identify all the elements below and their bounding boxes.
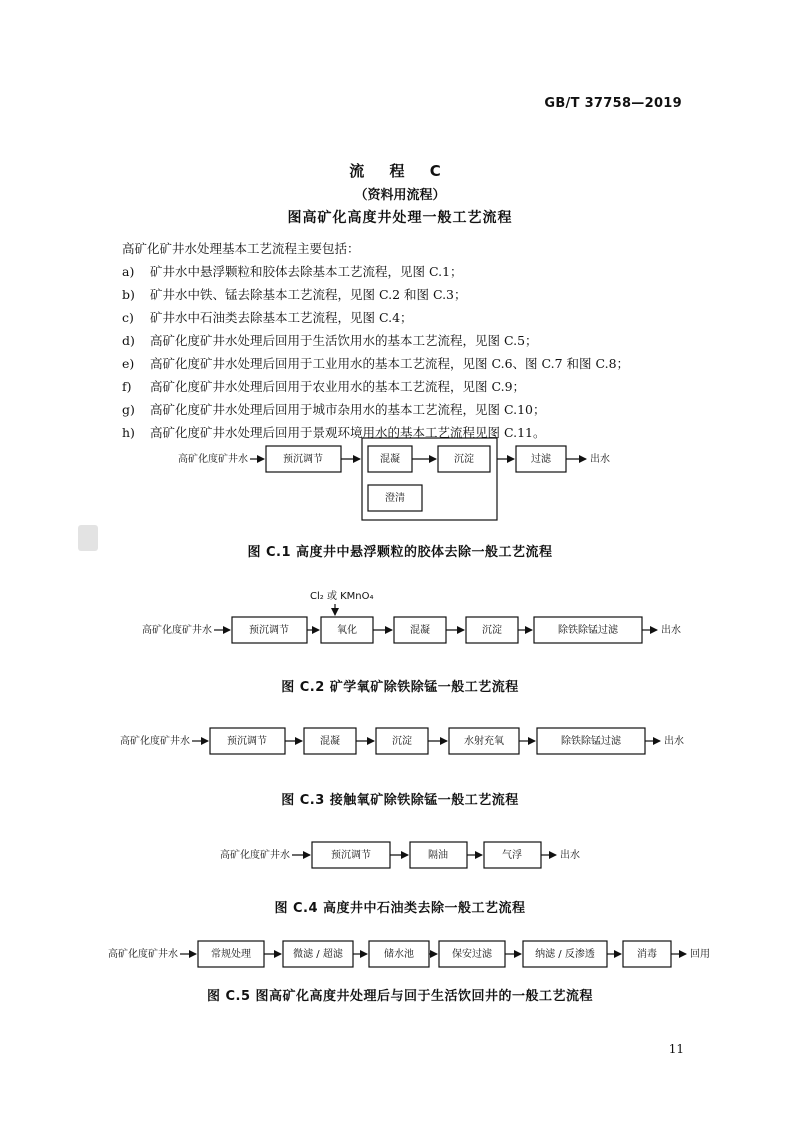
appendix-subtitle: （资料用流程） (354, 188, 446, 203)
list-label: h) (122, 425, 135, 440)
fig1-caption: 图 C.1 高度井中悬浮颗粒的胶体去除一般工艺流程 (247, 545, 553, 560)
fig1-step-filtration: 过滤 (531, 454, 551, 465)
fig3-step-presettle: 预沉调节 (227, 736, 267, 747)
fig5-input: 高矿化度矿井水 (108, 949, 178, 960)
list-text: 矿井水中悬浮颗粒和胶体去除基本工艺流程，见图 C.1； (150, 264, 463, 279)
fig1-step-clarification: 澄清 (385, 493, 405, 504)
fig5-caption: 图 C.5 图高矿化高度井处理后与回于生活饮回井的一般工艺流程 (206, 989, 594, 1004)
fig4-step-presettle: 预沉调节 (331, 850, 371, 861)
fig4-step-oil-separation: 隔油 (428, 850, 448, 861)
fig2-input: 高矿化度矿井水 (142, 625, 212, 636)
fig5-output: 回用 (690, 949, 710, 960)
appendix-heading: 图高矿化高度井处理一般工艺流程 (287, 210, 513, 226)
fig2-step-oxidation: 氧化 (337, 625, 357, 636)
fig5-step-storage-tank: 储水池 (384, 949, 414, 960)
list-text: 高矿化度矿井水处理后回用于景观环境用水的基本工艺流程见图 C.11。 (150, 425, 546, 440)
fig5-step-nf-ro: 纳滤 / 反渗透 (535, 949, 595, 960)
fig3-step-fe-mn-filter: 除铁除锰过滤 (561, 736, 621, 747)
fig2-output: 出水 (661, 625, 681, 636)
list-label: c) (122, 310, 134, 325)
standard-code: GB/T 37758—2019 (544, 96, 682, 111)
list-label: a) (122, 264, 135, 279)
list-label: b) (122, 287, 135, 302)
list-label: e) (122, 356, 135, 371)
fig4-step-flotation: 气浮 (502, 850, 522, 861)
fig3-step-sedimentation: 沉淀 (392, 736, 412, 747)
fig4-output: 出水 (560, 850, 580, 861)
fig2-reagent: Cl₂ 或 KMnO₄ (310, 591, 374, 602)
fig1-step-coagulation: 混凝 (380, 454, 400, 465)
fig2-step-fe-mn-filter: 除铁除锰过滤 (558, 625, 618, 636)
fig1-input: 高矿化度矿井水 (178, 454, 248, 465)
fig5-step-disinfection: 消毒 (637, 949, 657, 960)
fig4-caption: 图 C.4 高度井中石油类去除一般工艺流程 (274, 901, 526, 916)
fig2-caption: 图 C.2 矿学氧矿除铁除锰一般工艺流程 (281, 680, 519, 695)
page-number: 11 (668, 1042, 684, 1056)
list-label: f) (122, 379, 132, 394)
fig3-input: 高矿化度矿井水 (120, 736, 190, 747)
list-text: 矿井水中石油类去除基本工艺流程，见图 C.4； (150, 310, 413, 325)
fig2-step-presettle: 预沉调节 (249, 625, 289, 636)
fig4-input: 高矿化度矿井水 (220, 850, 290, 861)
list-text: 矿井水中铁、锰去除基本工艺流程，见图 C.2 和图 C.3； (150, 287, 467, 302)
appendix-title: 流 程 C (349, 162, 451, 180)
fig1-step-sedimentation: 沉淀 (454, 454, 474, 465)
fig3-step-coagulation: 混凝 (320, 736, 340, 747)
fig1-step-presettle: 预沉调节 (283, 454, 323, 465)
intro-text: 高矿化矿井水处理基本工艺流程主要包括： (122, 241, 360, 256)
fig5-step-security-filter: 保安过滤 (452, 949, 492, 960)
list-label: g) (122, 402, 135, 417)
list-text: 高矿化度矿井水处理后回用于工业用水的基本工艺流程，见图 C.6、图 C.7 和图 C.8； (150, 356, 630, 371)
list-label: d) (122, 333, 135, 348)
list-text: 高矿化度矿井水处理后回用于城市杂用水的基本工艺流程，见图 C.10； (150, 402, 546, 417)
fig5-step-micro-ultra: 微滤 / 超滤 (293, 949, 343, 960)
fig3-output: 出水 (664, 736, 684, 747)
fig2-step-sedimentation: 沉淀 (482, 625, 502, 636)
fig3-caption: 图 C.3 接触氧矿除铁除锰一般工艺流程 (281, 793, 519, 808)
fig3-step-aeration: 水射充氧 (464, 736, 504, 747)
fig1-output: 出水 (590, 454, 610, 465)
fig2-step-coagulation: 混凝 (410, 625, 430, 636)
list-text: 高矿化度矿井水处理后回用于生活饮用水的基本工艺流程，见图 C.5； (150, 333, 538, 348)
fig5-step-conventional: 常规处理 (211, 949, 251, 960)
list-text: 高矿化度矿井水处理后回用于农业用水的基本工艺流程，见图 C.9； (150, 379, 526, 394)
